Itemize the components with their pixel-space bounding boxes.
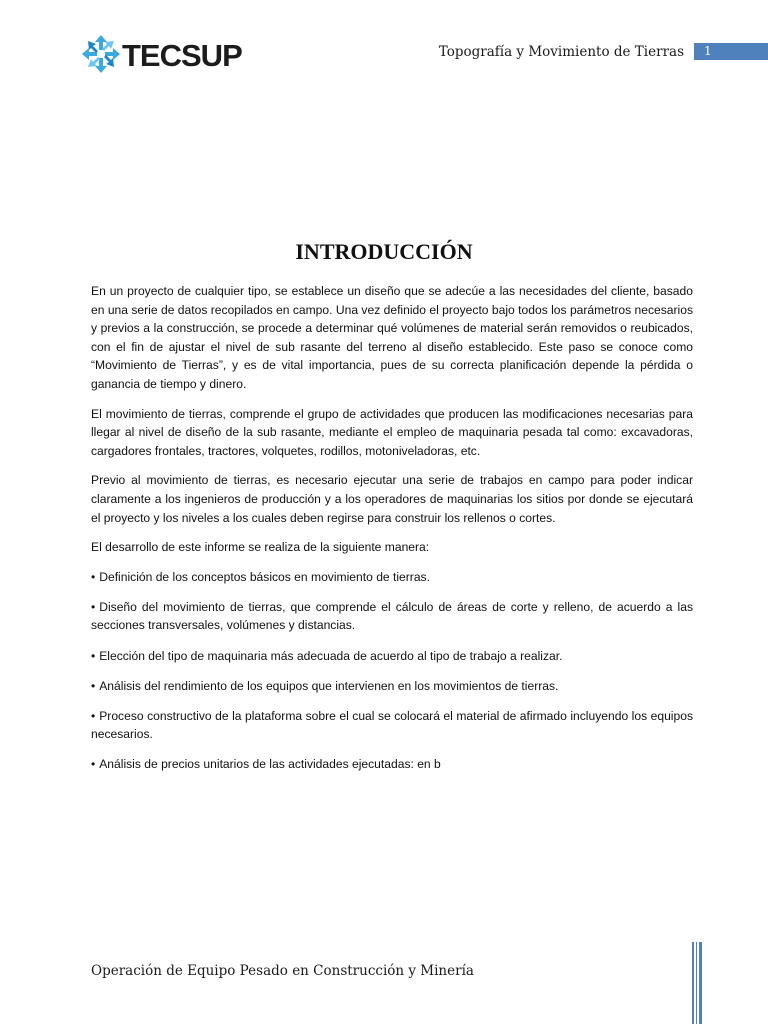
page-number: 1	[704, 44, 712, 58]
bullet-text: Análisis del rendimiento de los equipos que intervienen en los movimientos de tierras.	[99, 678, 559, 693]
bullet-icon: •	[91, 569, 96, 584]
page-number-box	[694, 43, 768, 60]
paragraph: En un proyecto de cualquier tipo, se establece un diseño que se adecúe a las necesidades del cliente, basado en una serie de datos recopilados en campo. Una vez definido el proyecto bajo todos los parámetros necesarios y previos a la construcción, se procede a determinar qué volúmenes de material serán removidos o reubicados, con el fin de ajustar el nivel de sub rasante del terreno al diseño establecido. Este paso se conoce como “Movimiento de Tierras”, y es de vital importancia, pues de su correcta planificación depende la pérdida o ganancia de tiempo y dinero.	[91, 284, 693, 391]
tecsup-logo	[80, 31, 245, 77]
bullet-icon: •	[91, 678, 96, 693]
header-title: Topografía y Movimiento de Tierras	[438, 44, 684, 60]
footer-title: Operación de Equipo Pesado en Construcción y Minería	[91, 963, 474, 979]
bullet-text: Diseño del movimiento de tierras, que comprende el cálculo de áreas de corte y relleno, de acuerdo a las secciones transversales, volúmenes y distancias.	[91, 599, 693, 633]
bullet-item	[91, 755, 693, 774]
bullet-item	[91, 568, 693, 587]
document-body	[91, 282, 693, 785]
bullet-text: Proceso constructivo de la plataforma sobre el cual se colocará el material de afirmado incluyendo los equipos necesarios.	[91, 708, 693, 742]
section-heading: INTRODUCCIÓN	[295, 239, 473, 264]
logo-wordmark: TECSUP	[122, 38, 242, 73]
bullet-icon: •	[91, 757, 96, 772]
bullet-text: Análisis de precios unitarios de las actividades ejecutadas: en b	[99, 757, 441, 772]
tecsup-logo-graphic	[80, 31, 245, 77]
bullet-item	[91, 647, 693, 666]
footer-decoration-lines	[692, 942, 706, 1024]
bullet-text: Elección del tipo de maquinaria más adecuada de acuerdo al tipo de trabajo a realizar.	[99, 648, 563, 663]
paragraph: El desarrollo de este informe se realiza de la siguiente manera:	[91, 540, 430, 555]
bullet-text: Definición de los conceptos básicos en movimiento de tierras.	[99, 569, 430, 584]
bullet-item	[91, 598, 693, 635]
bullet-icon: •	[91, 599, 96, 614]
bullet-icon: •	[91, 648, 96, 663]
bullet-item	[91, 677, 693, 696]
paragraph: Previo al movimiento de tierras, es necesario ejecutar una serie de trabajos en campo para poder indicar claramente a los ingenieros de producción y a los operadores de maquinarias los sitios por donde se ejecutará el proyecto y los niveles a los cuales deben regirse para construir los rellenos o cortes.	[91, 473, 693, 525]
bullet-icon: •	[91, 708, 96, 723]
bullet-item	[91, 707, 693, 744]
paragraph: El movimiento de tierras, comprende el grupo de actividades que producen las modificaciones necesarias para llegar al nivel de diseño de la sub rasante, mediante el empleo de maquinaria pesada tal como: excavadoras, cargadores frontales, tractores, volquetes, rodillos, motoniveladoras, etc.	[91, 406, 693, 458]
